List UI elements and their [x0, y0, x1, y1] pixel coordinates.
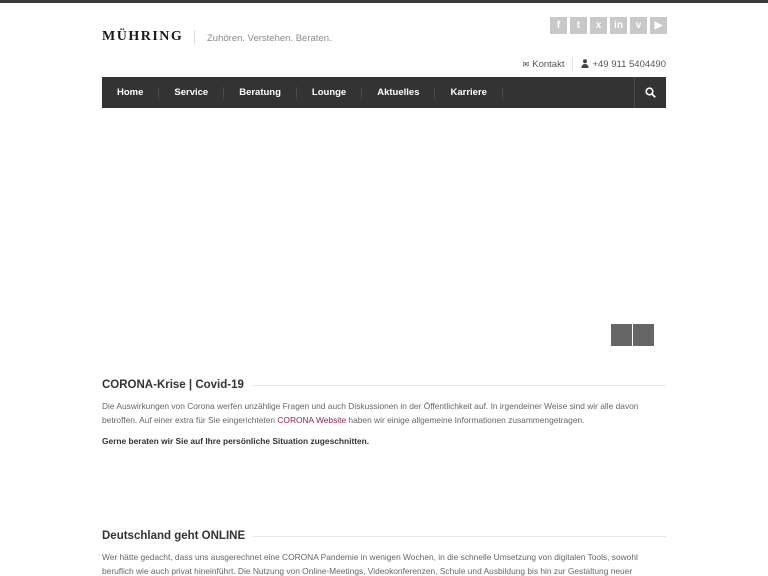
person-icon — [581, 59, 589, 70]
section-text — [102, 399, 666, 427]
text-part: Die Auswirkungen von Corona werfen unzählige Fragen und auch Diskussionen in der Öffentlichkeit auf. In irgendeiner Weise sind wir alle davon betroffen. Auf einer extra für Sie eingerichteten — [102, 401, 639, 425]
search-icon — [645, 87, 656, 98]
phone-number[interactable]: +49 911 5404490 — [592, 58, 666, 70]
tagline: Zuhören. Verstehen. Beraten. — [207, 33, 332, 44]
nav-item-aktuelles[interactable]: Aktuelles — [362, 87, 435, 99]
nav-item-beratung[interactable]: Beratung — [224, 87, 297, 99]
section-title: CORONA-Krise | Covid-19 — [102, 379, 244, 391]
linkedin-icon[interactable]: in — [610, 17, 627, 34]
section-divider — [253, 536, 666, 537]
slider-prev-button[interactable] — [611, 324, 632, 346]
slider-next-button[interactable] — [633, 324, 654, 346]
section-title: Deutschland geht ONLINE — [102, 530, 246, 542]
logo-divider — [194, 30, 195, 44]
section-corona — [102, 379, 666, 446]
nav-item-karriere[interactable]: Karriere — [435, 87, 502, 99]
search-button[interactable] — [634, 77, 666, 108]
youtube-icon[interactable]: ▶ — [650, 17, 667, 34]
nav-item-home[interactable]: Home — [102, 87, 159, 99]
vimeo-icon[interactable]: v — [630, 17, 647, 34]
xing-icon[interactable]: x — [590, 17, 607, 34]
contact-row — [523, 58, 666, 70]
corona-website-link[interactable]: CORONA Website — [277, 415, 347, 425]
section-text: Wer hätte gedacht, dass uns ausgerechnet eine CORONA Pandemie in wenigen Wochen, in die schnelle Umsetzung von digitalen Tools, sowohl beruflich wie auch privat hineinführt. Die Nutzung von Online-Meetings, Videokonferenzen, Schule und Ausbildung bis hin zur Gestaltung neuer — [102, 552, 638, 576]
social-links — [550, 17, 667, 34]
section-online — [102, 530, 666, 576]
top-bar — [0, 0, 768, 3]
contact-link[interactable]: Kontakt — [532, 58, 565, 70]
main-navigation — [102, 77, 666, 108]
section-divider — [252, 385, 666, 386]
section-bold-text: Gerne beraten wir Sie auf Ihre persönliche Situation zugeschnitten. — [102, 436, 370, 446]
twitter-icon[interactable]: t — [570, 17, 587, 34]
nav-item-lounge[interactable]: Lounge — [297, 87, 362, 99]
text-part: haben wir einige allgemeine Informationen zusammengetragen. — [346, 415, 585, 425]
mail-icon: ✉ — [522, 59, 530, 69]
contact-divider — [572, 58, 573, 70]
nav-item-service[interactable]: Service — [159, 87, 224, 99]
slider-controls — [611, 324, 654, 346]
logo[interactable]: MÜHRING — [102, 29, 184, 44]
facebook-icon[interactable]: f — [550, 17, 567, 34]
